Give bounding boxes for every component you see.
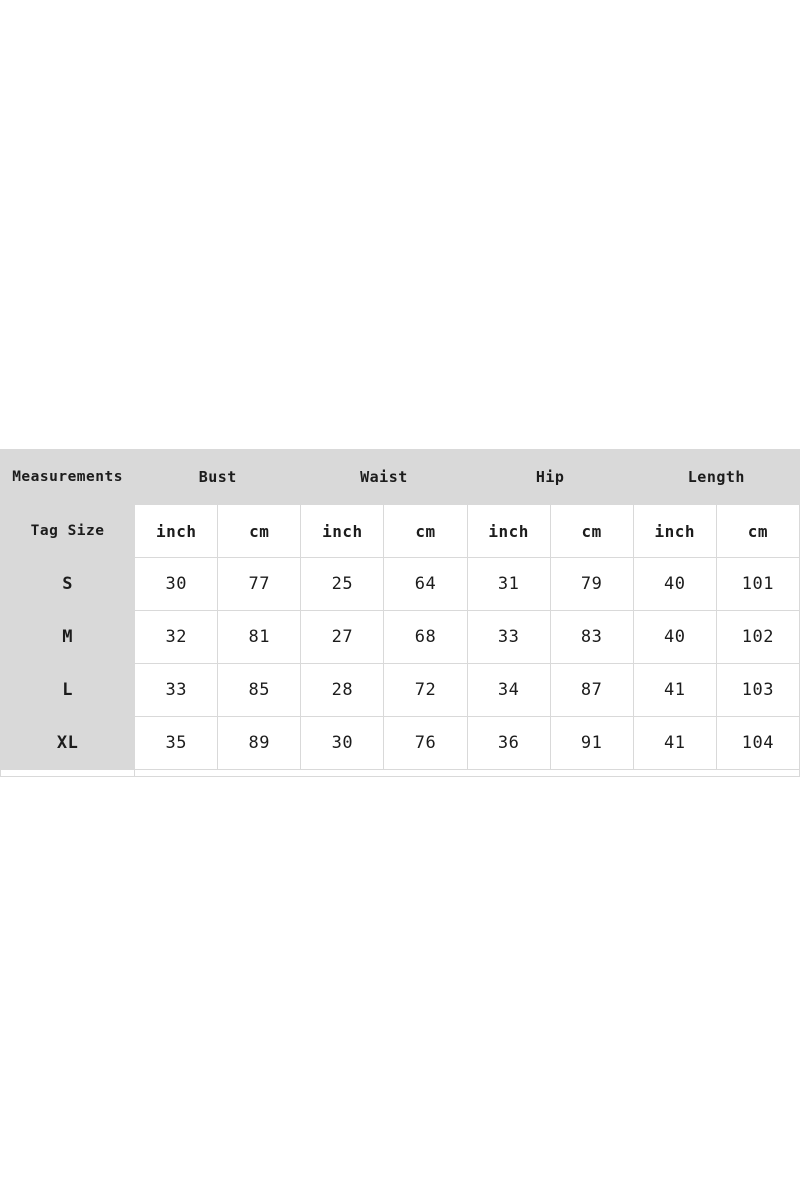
size-chart-table	[0, 449, 800, 777]
table-row	[1, 664, 800, 717]
table-header-groups	[1, 450, 800, 505]
cell-bust-inch: 32	[135, 611, 218, 664]
unit-header-bust-cm: cm	[218, 505, 301, 558]
cell-bust-cm: 85	[218, 664, 301, 717]
cell-hip-cm: 91	[550, 717, 633, 770]
table-bottom-edge	[1, 770, 800, 777]
table-row	[1, 611, 800, 664]
table-bottom-edge-cell	[1, 770, 135, 777]
unit-header-length-cm: cm	[716, 505, 799, 558]
cell-waist-inch: 28	[301, 664, 384, 717]
cell-waist-cm: 68	[384, 611, 467, 664]
cell-bust-inch: 30	[135, 558, 218, 611]
cell-bust-cm: 81	[218, 611, 301, 664]
cell-hip-cm: 87	[550, 664, 633, 717]
tag-size-header: Tag Size	[1, 505, 135, 558]
row-size-label: S	[1, 558, 135, 611]
cell-length-inch: 40	[633, 611, 716, 664]
unit-header-length-inch: inch	[633, 505, 716, 558]
unit-header-waist-cm: cm	[384, 505, 467, 558]
cell-waist-inch: 30	[301, 717, 384, 770]
cell-hip-inch: 36	[467, 717, 550, 770]
unit-header-hip-inch: inch	[467, 505, 550, 558]
cell-hip-inch: 31	[467, 558, 550, 611]
group-header-length: Length	[633, 450, 799, 505]
cell-bust-cm: 89	[218, 717, 301, 770]
cell-bust-inch: 35	[135, 717, 218, 770]
group-header-hip: Hip	[467, 450, 633, 505]
cell-length-inch: 41	[633, 664, 716, 717]
row-size-label: M	[1, 611, 135, 664]
row-size-label: L	[1, 664, 135, 717]
measurements-header: Measurements	[1, 450, 135, 505]
cell-length-cm: 104	[716, 717, 799, 770]
table-bottom-edge-cell	[135, 770, 800, 777]
cell-length-cm: 101	[716, 558, 799, 611]
cell-waist-inch: 27	[301, 611, 384, 664]
cell-hip-inch: 34	[467, 664, 550, 717]
row-size-label: XL	[1, 717, 135, 770]
unit-header-waist-inch: inch	[301, 505, 384, 558]
table-header-units	[1, 505, 800, 558]
group-header-bust: Bust	[135, 450, 301, 505]
cell-length-inch: 41	[633, 717, 716, 770]
size-chart-container	[0, 449, 800, 777]
cell-bust-cm: 77	[218, 558, 301, 611]
cell-waist-inch: 25	[301, 558, 384, 611]
cell-length-cm: 102	[716, 611, 799, 664]
group-header-waist: Waist	[301, 450, 467, 505]
cell-bust-inch: 33	[135, 664, 218, 717]
cell-waist-cm: 72	[384, 664, 467, 717]
table-row	[1, 558, 800, 611]
unit-header-bust-inch: inch	[135, 505, 218, 558]
cell-hip-inch: 33	[467, 611, 550, 664]
cell-waist-cm: 64	[384, 558, 467, 611]
table-row	[1, 717, 800, 770]
cell-length-cm: 103	[716, 664, 799, 717]
unit-header-hip-cm: cm	[550, 505, 633, 558]
cell-waist-cm: 76	[384, 717, 467, 770]
cell-length-inch: 40	[633, 558, 716, 611]
cell-hip-cm: 83	[550, 611, 633, 664]
cell-hip-cm: 79	[550, 558, 633, 611]
